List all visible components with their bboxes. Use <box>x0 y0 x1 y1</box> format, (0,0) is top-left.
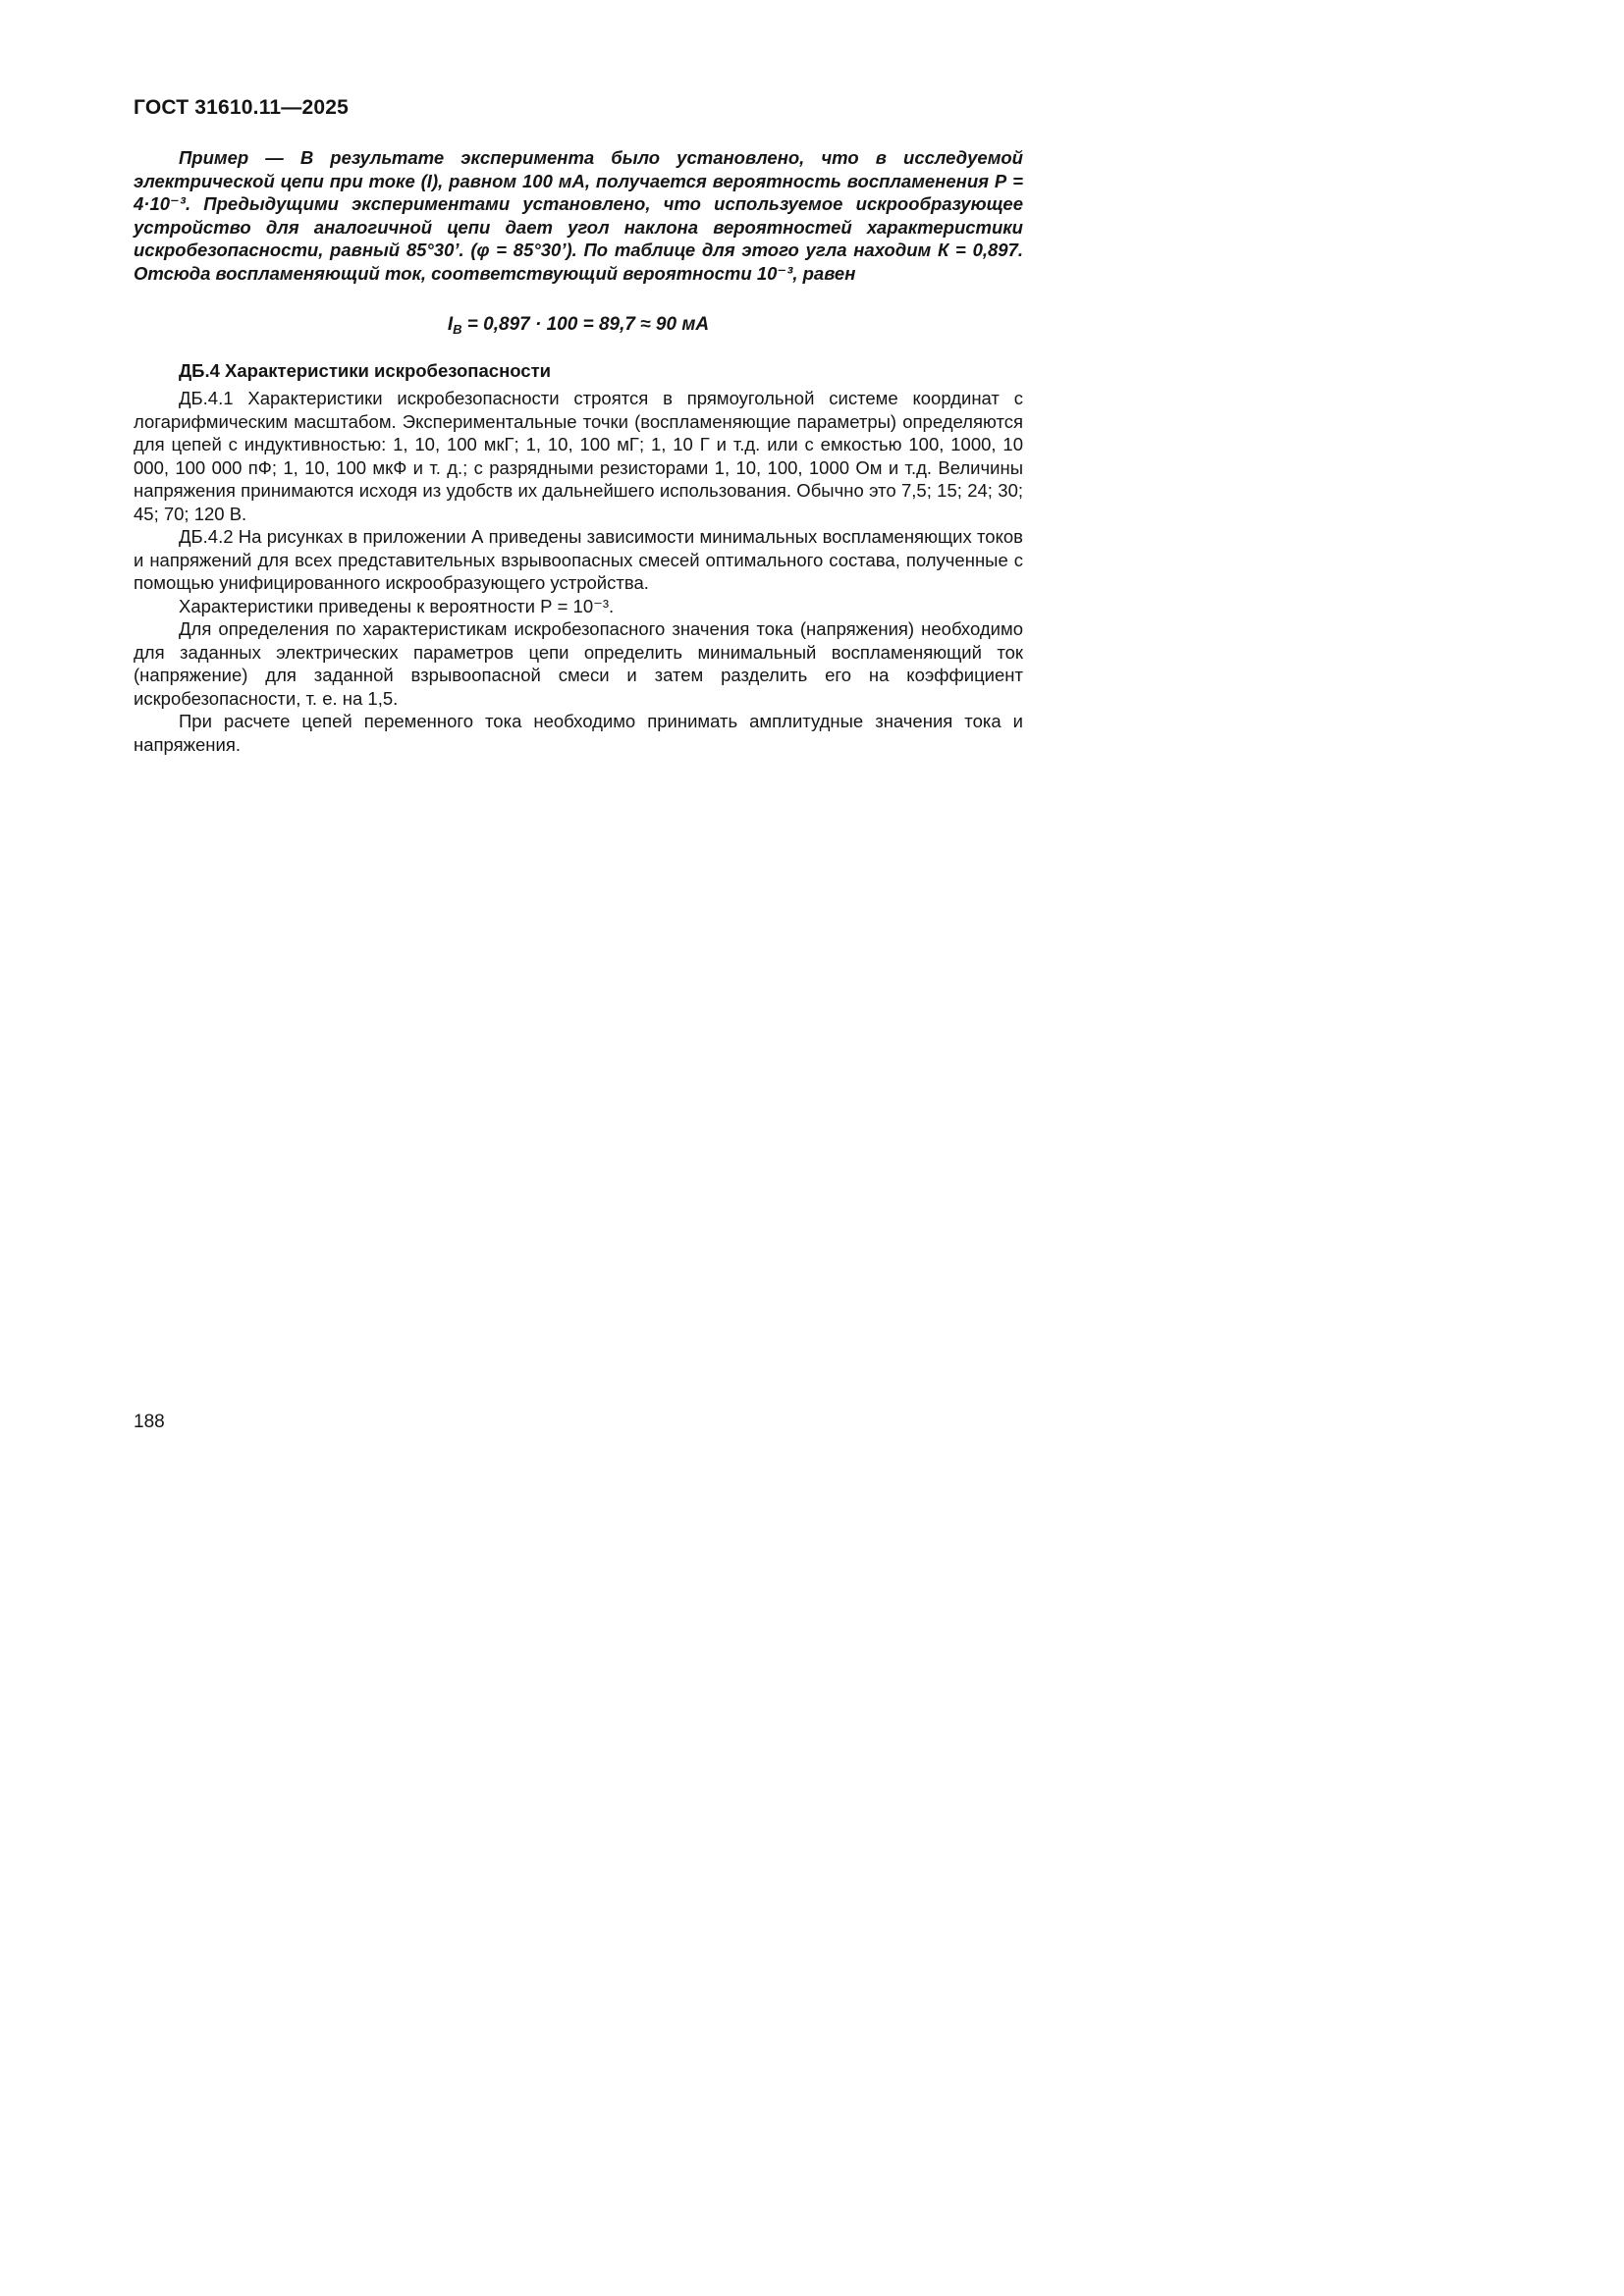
section-heading: ДБ.4 Характеристики искробезопасности <box>179 360 552 381</box>
paragraph-db4-1: ДБ.4.1 Характеристики искробезопасности строятся в прямоугольной системе координат с логарифмическим масштабом. Экспериментальные точки (воспламеняющие параметры) определяются для цепей с индуктивностью: 1, 10, 100 мкГ; 1, 10, 100 мГ; 1, 10 Г и т.д. или с емкостью 100, 1000, 10 000, 100 000 пФ; 1, 10, 100 мкФ и т. д.; с разрядными резисторами 1, 10, 100, 1000 Ом и т.д. Величины напряжения принимаются исходя из удобств их дальнейшего использования. Обычно это 7,5; 15; 24; 30; 45; 70; 120 В. <box>134 388 1023 524</box>
paragraph-probability-note: Характеристики приведены к вероятности Р = 10⁻³. <box>179 595 615 616</box>
example-paragraph: Пример — В результате эксперимента было установлено, что в исследуемой электрической цепи при токе (I), равном 100 мА, получается вероятность воспламенения Р = 4·10⁻³. Предыдущими экспериментами установлено, что используемое искрообразующее устройство для аналогичной цепи дает угол наклона вероятностей характеристики искробезопасности, равный 85°30’. (φ = 85°30’). По таблице для этого угла находим К = 0,897. Отсюда воспламеняющий ток, соответствующий вероятности 10⁻³, равен <box>134 147 1023 284</box>
page-content <box>134 96 1023 756</box>
paragraph-determination: Для определения по характеристикам искробезопасного значения тока (напряжения) необходимо для заданных электрических параметров цепи определить минимальный воспламеняющий ток (напряжение) для заданной взрывоопасной смеси и затем разделить его на коэффициент искробезопасности, т. е. на 1,5. <box>134 618 1023 709</box>
paragraph-db4-2: ДБ.4.2 На рисунках в приложении А приведены зависимости минимальных воспламеняющих токов и напряжений для всех представительных взрывоопасных смесей оптимального состава, полученные с помощью унифицированного искрообразующего устройства. <box>134 526 1023 593</box>
running-header: ГОСТ 31610.11—2025 <box>134 96 350 119</box>
formula-expression: = 0,897 · 100 = 89,7 ≈ 90 мА <box>461 314 710 335</box>
paragraph-ac-circuits: При расчете цепей переменного тока необходимо принимать амплитудные значения тока и напряжения. <box>134 711 1023 755</box>
formula <box>134 314 1023 337</box>
formula-variable-subscript: В <box>453 322 462 337</box>
page-number: 188 <box>134 1412 165 1432</box>
formula-variable-base: I <box>447 314 454 335</box>
